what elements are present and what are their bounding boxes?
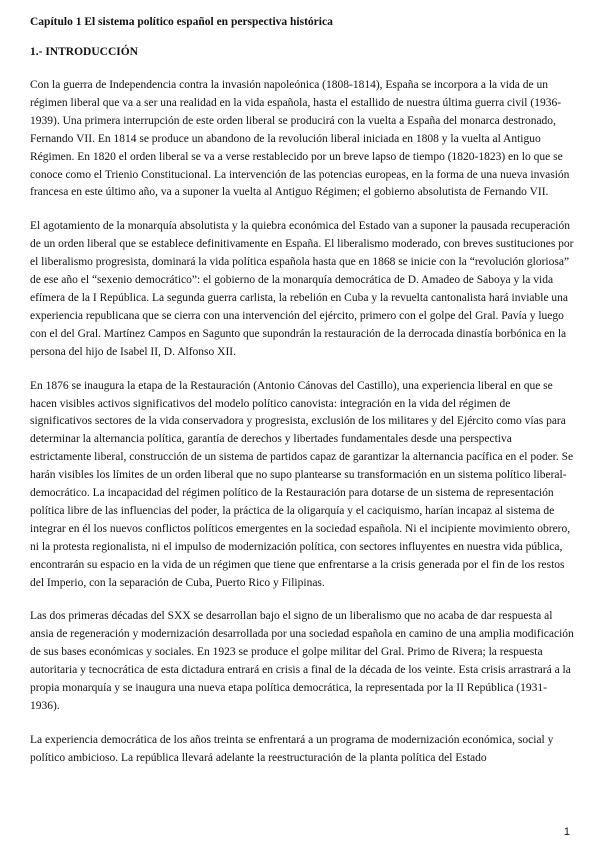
paragraph-absolutism-crisis: El agotamiento de la monarquía absolutista y la quiebra económica del Estado van a suponer la pausada recuperación de un orden liberal que se establece definitivamente en España. El liberalismo moderado, con breves sustituciones por el liberalismo progresista, dominará la vida política española hasta que en 1868 se inicie con la “revolución gloriosa” de ese año el “sexenio democrático”: el gobierno de la monarquía democrática de D. Amadeo de Saboya y la vida efímera de la I República. La segunda guerra carlista, la rebelión en Cuba y la revuelta cantonalista hará inviable una experiencia republicana que se cierra con una intervención del ejército, primero con el golpe del Gral. Pavía y luego con el del Gral. Martínez Campos en Sagunto que supondrán la restauración de la derrocada dinastía borbónica en la persona del hijo de Isabel II, D. Alfonso XII. bbox=[30, 220, 574, 358]
paragraph-restoration: En 1876 se inaugura la etapa de la Restauración (Antonio Cánovas del Castillo), una experiencia liberal en que se hacen visibles activos significativos del modelo político canovista: integración en la vida del régimen de significativos sectores de la vida conservadora y progresista, exclusión de los militares y del Ejército como vías para determinar la alternancia política, garantía de derechos y libertades fundamentales desde una perspectiva estrictamente liberal, construcción de un sistema de partidos capaz de garantizar la alternancia pacífica en el poder. Se harán visibles los límites de un orden liberal que no supo plantearse su transformación en un sistema político liberal-democrático. La incapacidad del régimen político de la Restauración para dotarse de un sistema de representación política libre de las influencias del poder, la práctica de la oligarquía y el caciquismo, harían incapaz al sistema de integrar en él los nuevos conflictos políticos emergentes en la sociedad española. Ni el incipiente movimiento obrero, ni la protesta regionalista, ni el impulso de modernización política, con sectores influyentes en nuestra vida pública, encontrarán su espacio en la vida de un régimen que tiene que enfrentarse a la crisis generada por el fin de los restos del Imperio, con la separación de Cuba, Puerto Rico y Filipinas. bbox=[30, 379, 574, 589]
chapter-title: Capítulo 1 El sistema político español en perspectiva histórica bbox=[30, 16, 333, 28]
paragraph-independence: Con la guerra de Independencia contra la invasión napoleónica (1808-1814), España se incorpora a la vida de un régimen liberal que va a ser una realidad en la vida española, hasta el estallido de nuestra última guerra civil (1936-1939). Una primera interrupción de este orden liberal se producirá con la vuelta a España del monarca destronado, Fernando VII. En 1814 se produce un abandono de la revolución liberal iniciada en 1808 y la vuelta al Antiguo Régimen. En 1820 el orden liberal se va a verse restablecido por un breve lapso de tiempo (1820-1823) en lo que se conoce como el Trienio Constitucional. La intervención de las potencias europeas, en la forma de una nueva invasión francesa en este último año, va a suponer la vuelta al Antiguo Régimen; el gobierno absolutista de Fernando VII. bbox=[30, 79, 570, 199]
section-title: 1.- INTRODUCCIÓN bbox=[30, 46, 138, 58]
paragraph-democratic-experience: La experiencia democrática de los años treinta se enfrentará a un programa de modernización económica, social y político ambicioso. La república llevará adelante la reestructuración de la planta política del Estado bbox=[30, 733, 554, 764]
document-page bbox=[30, 14, 575, 784]
paragraph-twentieth-century: Las dos primeras décadas del SXX se desarrollan bajo el signo de un liberalismo que no acaba de dar respuesta al ansia de regeneración y modernización desarrollada por una sociedad española en camino de una amplia modificación de sus bases económicas y sociales. En 1923 se produce el golpe militar del Gral. Primo de Rivera; la respuesta autoritaria y tecnocrática de esta dictadura entrará en crisis a final de la década de los veinte. Esta crisis arrastrará a la propia monarquía y se inaugura una nueva etapa política democrática, la representada por la II República (1931-1936). bbox=[30, 610, 574, 712]
page-number: 1 bbox=[563, 826, 570, 838]
